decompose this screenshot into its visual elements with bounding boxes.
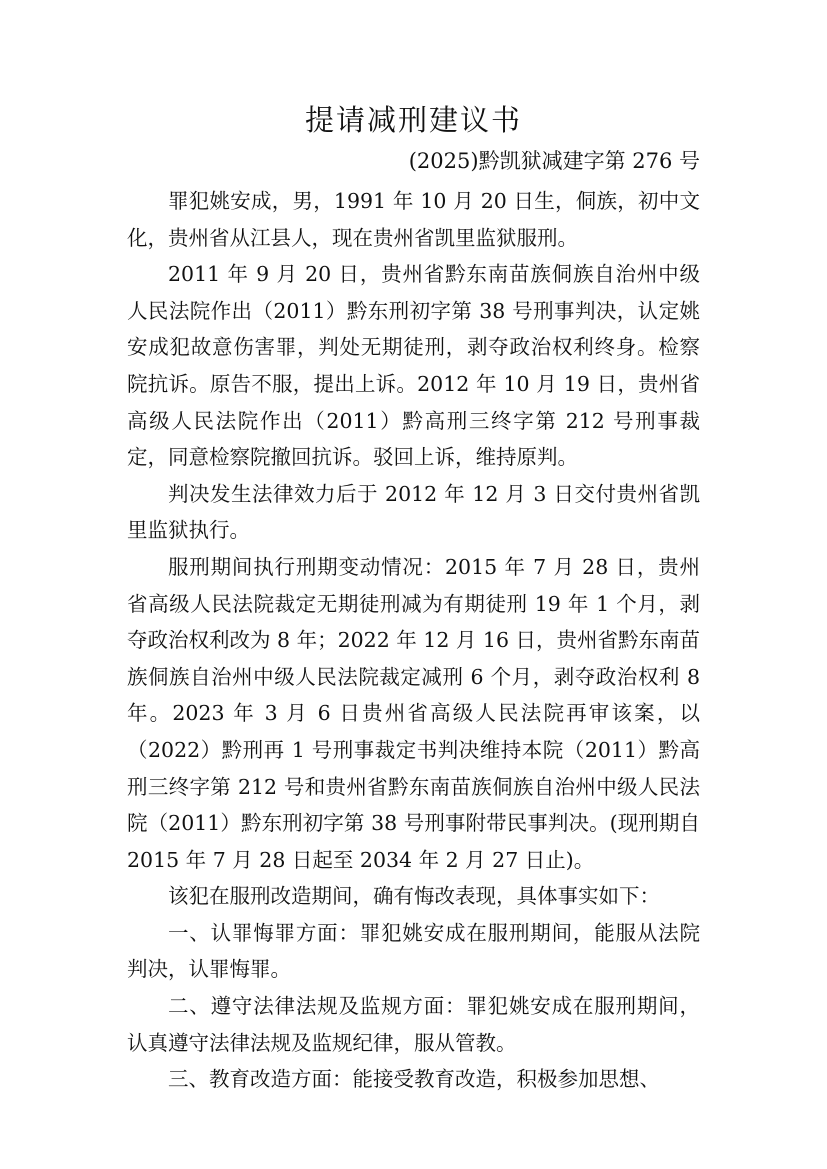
paragraph-sentence-changes: 服刑期间执行刑期变动情况：2015 年 7 月 28 日，贵州省高级人民法院裁定无期徒刑减为有期徒刑 19 年 1 个月，剥夺政治权利改为 8 年；2022 年 12 月 16 日，贵州省黔东南苗族侗族自治州中级人民法院裁定减刑 6 个月，剥夺政治权利 8 年。2023 年 3 月 6 日贵州省高级人民法院再审该案，以（2022）黔刑再 1 号刑事裁定书判决维持本院（2011）黔高刑三终字第 212 号和贵州省黔东南苗族侗族自治州中级人民法院（2011）黔东刑初字第 38 号刑事附带民事判决。(现刑期自 2015 年 7 月 28 日起至 2034 年 2 月 27 日止)。 [127, 554, 700, 872]
paragraph-execution: 判决发生法律效力后于 2012 年 12 月 3 日交付贵州省凯里监狱执行。 [127, 481, 700, 543]
paragraph-discipline: 二、遵守法律法规及监规方面：罪犯姚安成在服刑期间，认真遵守法律法规及监规纪律，服从管教。 [127, 994, 700, 1055]
paragraph-repentance-intro: 该犯在服刑改造期间，确有悔改表现，具体事实如下： [168, 884, 660, 909]
paragraph-original-judgment: 2011 年 9 月 20 日，贵州省黔东南苗族侗族自治州中级人民法院作出（2011）黔东刑初字第 38 号刑事判决，认定姚安成犯故意伤害罪，判处无期徒刑，剥夺政治权利终身。检察院抗诉。原告不服，提出上诉。2012 年 10 月 19 日，贵州省高级人民法院作出（2011）黔高刑三终字第 212 号刑事裁定，同意检察院撤回抗诉。驳回上诉，维持原判。 [127, 262, 700, 470]
document-title: 提请减刑建议书 [304, 103, 522, 137]
paragraph-education: 三、教育改造方面：能接受教育改造，积极参加思想、 [168, 1067, 660, 1092]
paragraph-defendant-info: 罪犯姚安成，男，1991 年 10 月 20 日生，侗族，初中文化，贵州省从江县人，现在贵州省凯里监狱服刑。 [127, 189, 700, 250]
document-number: (2025)黔凯狱减建字第 276 号 [408, 149, 700, 173]
document-body [127, 183, 700, 1098]
paragraph-repentance: 一、认罪悔罪方面：罪犯姚安成在服刑期间，能服从法院判决，认罪悔罪。 [127, 920, 700, 982]
